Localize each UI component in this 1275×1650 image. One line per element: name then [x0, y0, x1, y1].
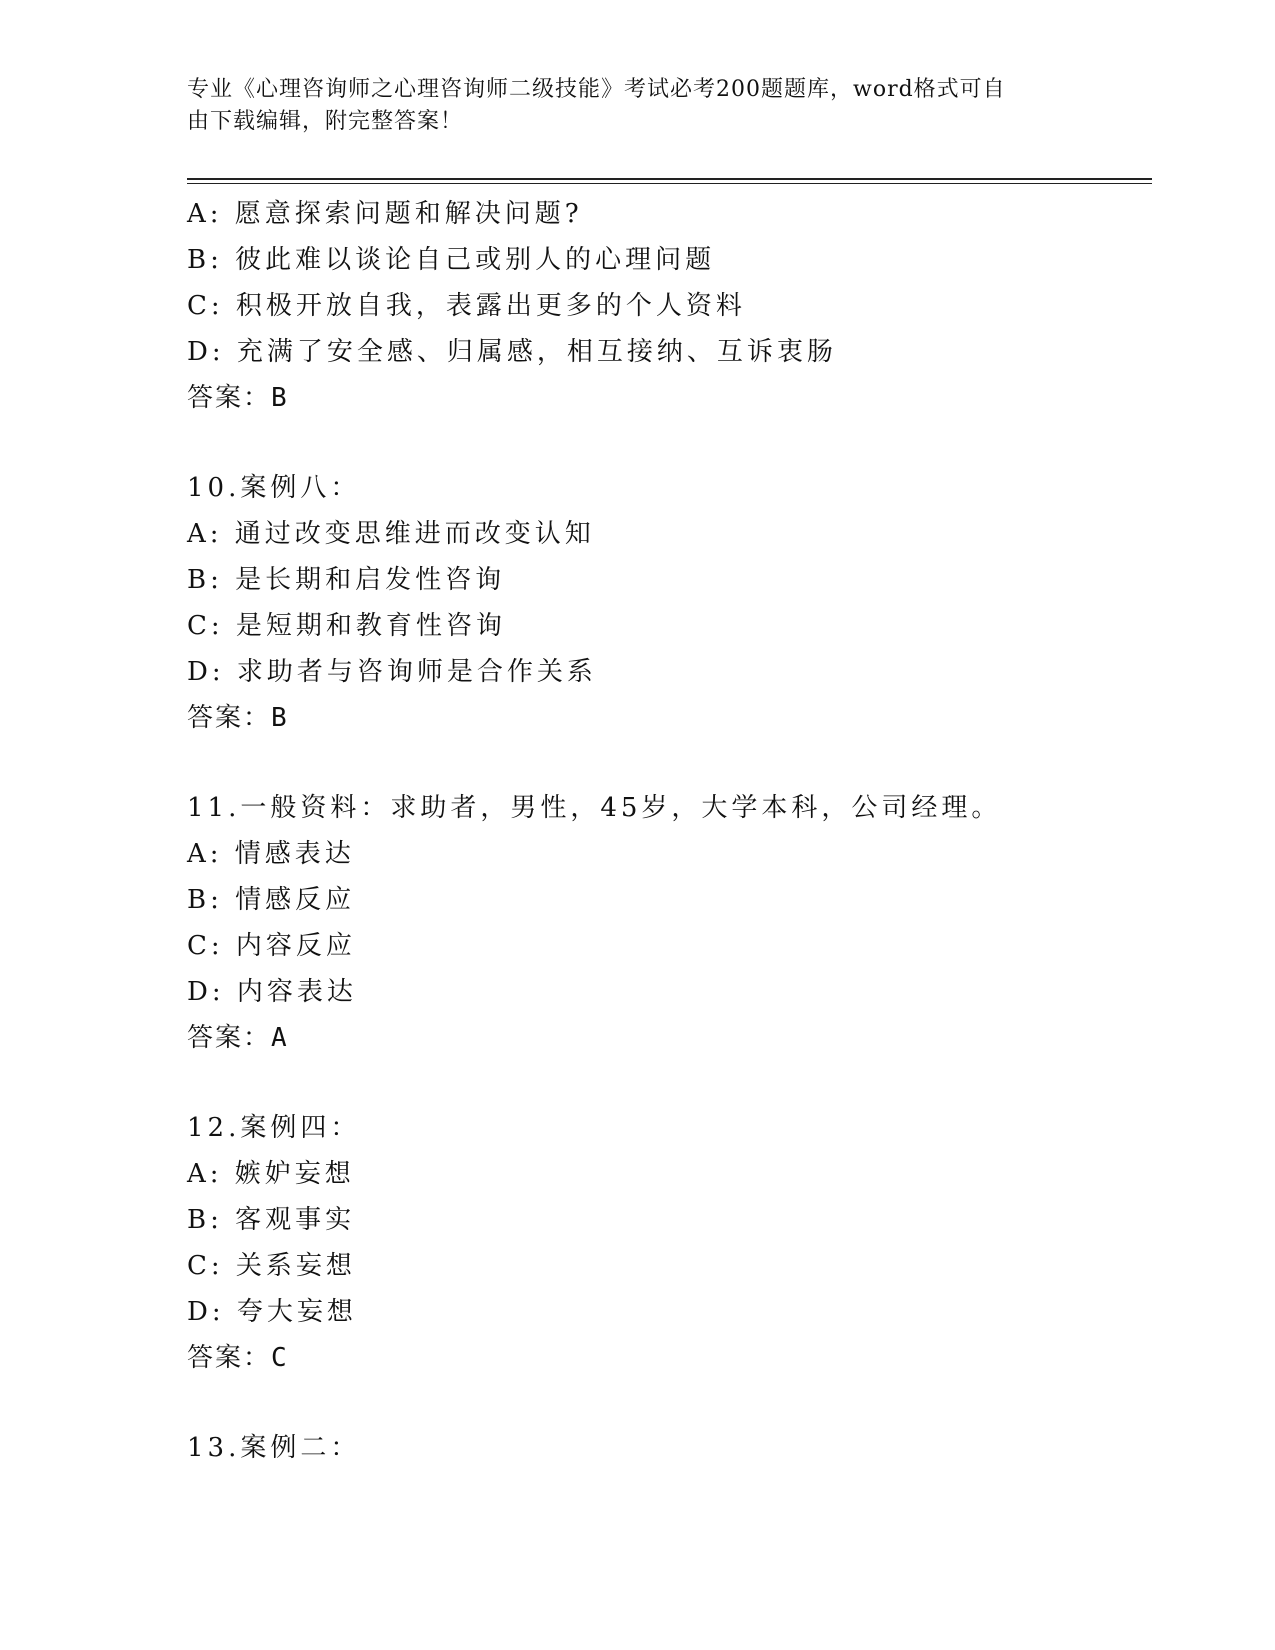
option-a: A: 嫉妒妄想 — [187, 1159, 355, 1189]
header-divider — [187, 178, 1152, 184]
answer: 答案：B — [187, 703, 289, 733]
question-stem: 11.一般资料：求助者，男性，45岁，大学本科，公司经理。 — [187, 793, 1002, 823]
question-gap — [187, 1061, 1147, 1105]
option-b: B: 是长期和启发性咨询 — [187, 565, 506, 595]
option-b: B: 情感反应 — [187, 885, 356, 915]
option-b: B: 彼此难以谈论自己或别人的心理问题 — [187, 245, 716, 275]
answer: 答案：C — [187, 1343, 289, 1373]
question-stem: 13.案例二： — [187, 1433, 361, 1463]
option-b: B: 客观事实 — [187, 1205, 356, 1235]
answer: 答案：A — [187, 1023, 289, 1053]
answer: 答案：B — [187, 383, 289, 413]
question-10 — [187, 465, 1147, 741]
question-12 — [187, 1105, 1147, 1381]
question-stem: 10.案例八： — [187, 473, 361, 503]
question-11 — [187, 785, 1147, 1061]
question-gap — [187, 1381, 1147, 1425]
question-gap — [187, 741, 1147, 785]
option-d: D: 充满了安全感、归属感，相互接纳、互诉衷肠 — [187, 337, 837, 367]
option-a: A: 情感表达 — [187, 839, 355, 869]
option-d: D: 夸大妄想 — [187, 1297, 357, 1327]
option-a: A: 愿意探索问题和解决问题? — [187, 199, 583, 229]
option-c: C: 关系妄想 — [187, 1251, 356, 1281]
question-9 — [187, 191, 1147, 421]
option-d: D: 求助者与咨询师是合作关系 — [187, 657, 597, 687]
document-header — [187, 74, 1087, 138]
header-line-1: 专业《心理咨询师之心理咨询师二级技能》考试必考200题题库，word格式可自 — [187, 77, 1006, 102]
option-d: D: 内容表达 — [187, 977, 357, 1007]
question-13 — [187, 1425, 1147, 1471]
header-line-2: 由下载编辑，附完整答案！ — [187, 109, 464, 134]
question-stem: 12.案例四： — [187, 1113, 361, 1143]
question-gap — [187, 421, 1147, 465]
option-c: C: 内容反应 — [187, 931, 356, 961]
option-c: C: 是短期和教育性咨询 — [187, 611, 506, 641]
option-c: C: 积极开放自我，表露出更多的个人资料 — [187, 291, 746, 321]
question-list — [187, 191, 1147, 1471]
option-a: A: 通过改变思维进而改变认知 — [187, 519, 595, 549]
